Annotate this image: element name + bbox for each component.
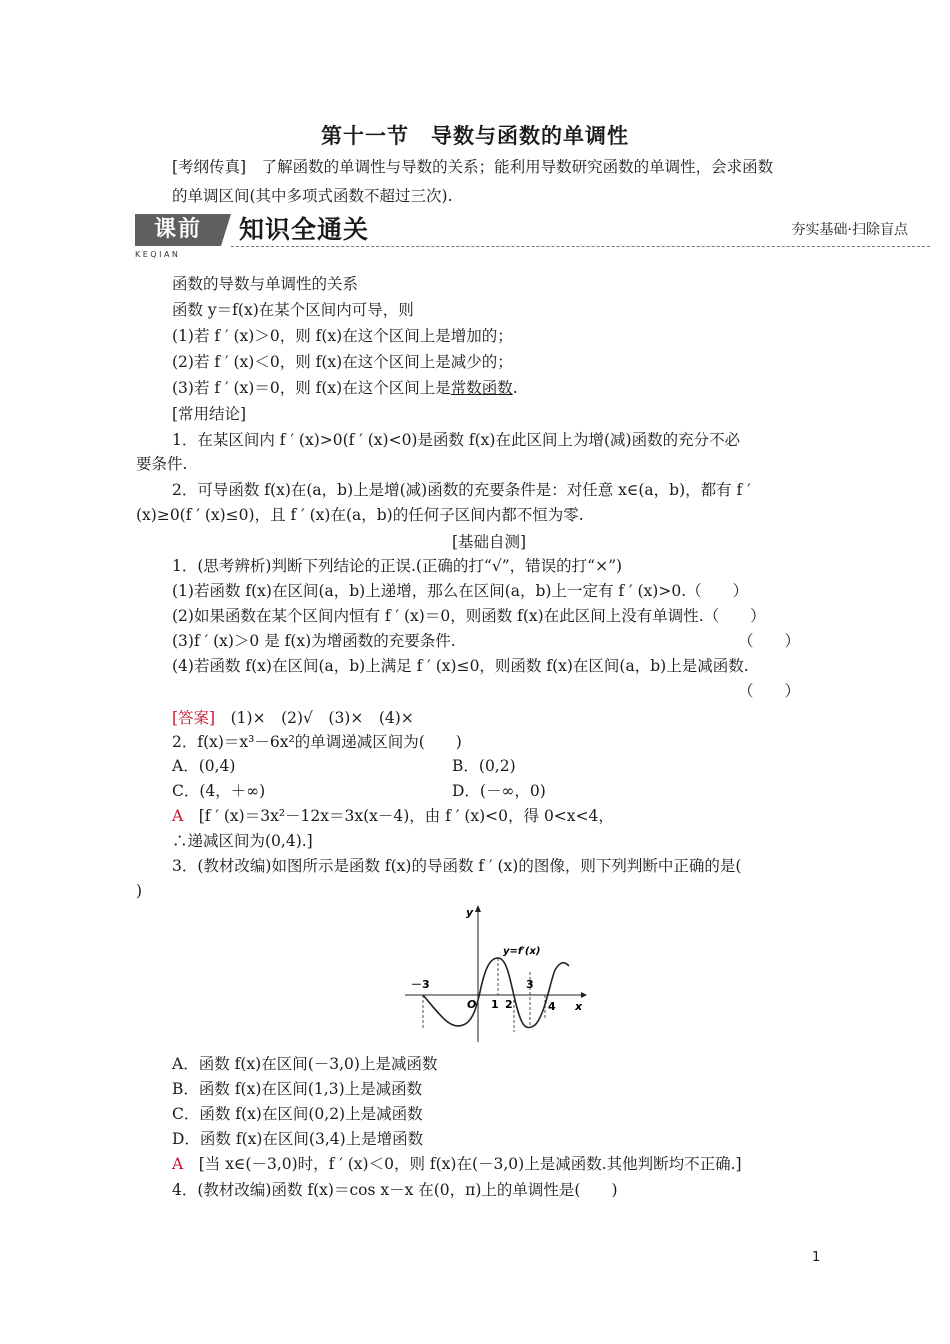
answer-label: [答案]: [172, 709, 216, 727]
q3-option-b: B．函数 f(x)在区间(1,3)上是减函数: [172, 1080, 423, 1098]
q1-answer: [172, 708, 414, 728]
conclusion-2-line-1: 2．可导函数 f(x)在(a，b)上是增(减)函数的充要条件是：对任意 x∈(a，b)，都有 f ′: [172, 481, 751, 499]
banner-title: 知识全通关: [239, 215, 370, 244]
q3-option-a: A．函数 f(x)在区间(－3,0)上是减函数: [172, 1055, 438, 1073]
item3-underlined-answer: 常数函数: [450, 379, 513, 397]
banner-dashed-line: [231, 246, 930, 247]
knowledge-item-2: (2)若 f ′ (x)＜0，则 f(x)在这个区间上是减少的；: [172, 353, 513, 371]
q1-statement-2: (2)如果函数在某个区间内恒有 f ′ (x)＝0，则函数 f(x)在此区间上没有单调性.（ ）: [172, 607, 766, 625]
conclusion-2-line-2: (x)≥0(f ′ (x)≤0)，且 f ′ (x)在(a，b)的任何子区间内都不恒为零.: [136, 506, 584, 524]
x-axis-arrow: [581, 992, 587, 998]
tick-label-4: 4: [548, 1000, 556, 1013]
syllabus-line-1: [考纲传真] 了解函数的单调性与导数的关系；能利用导数研究函数的单调性，会求函数: [172, 158, 774, 176]
q2-solution-line-1: [172, 806, 614, 826]
curve-label: y=f′(x): [503, 946, 541, 957]
syllabus-line-2: 的单调区间(其中多项式函数不超过三次).: [172, 187, 453, 205]
q3-option-c: C．函数 f(x)在区间(0,2)上是减函数: [172, 1105, 423, 1123]
y-axis-label: y: [466, 906, 474, 919]
q1-statement-4: (4)若函数 f(x)在区间(a，b)上满足 f ′ (x)≤0，则函数 f(x)在区间(a，b)上是减函数.: [172, 657, 749, 675]
banner-pinyin: KEQIAN: [135, 250, 181, 259]
knowledge-item-3: [172, 378, 518, 398]
selftest-heading: [基础自测]: [452, 533, 527, 551]
derivative-curve: [423, 958, 569, 1028]
conclusion-1-line-2: 要条件.: [136, 455, 188, 473]
q2-stem: 2．f(x)＝x³－6x²的单调递减区间为( ): [172, 733, 462, 751]
q1-stem: 1．(思考辨析)判断下列结论的正误.(正确的打“√”，错误的打“×”): [172, 557, 623, 575]
item3-suffix: .: [512, 379, 518, 397]
section-title: 第十一节 导数与函数的单调性: [321, 124, 629, 148]
q2-option-d: D．(－∞，0): [452, 782, 546, 800]
conclusion-1-line-1: 1．在某区间内 f ′ (x)>0(f ′ (x)<0)是函数 f(x)在此区间上为增(减)函数的充分不必: [172, 431, 741, 449]
q1-statement-3-paren: （ ）: [738, 632, 801, 650]
tick-label-origin: O: [467, 998, 477, 1011]
q3-solution-letter: A: [172, 1155, 184, 1173]
x-axis-label: x: [575, 1000, 583, 1013]
answer-text: (1)× (2)√ (3)× (4)×: [230, 709, 414, 727]
knowledge-item-1: (1)若 f ′ (x)＞0，则 f(x)在这个区间上是增加的；: [172, 327, 513, 345]
tick-label-1: 1: [491, 998, 499, 1011]
q2-option-a: A．(0,4): [172, 757, 236, 775]
q3-solution: [172, 1154, 742, 1174]
q2-solution-line-2: ∴递减区间为(0,4).]: [172, 832, 313, 850]
knowledge-intro: 函数 y＝f(x)在某个区间内可导，则: [172, 301, 414, 319]
q1-statement-1: (1)若函数 f(x)在区间(a，b)上递增，那么在区间(a，b)上一定有 f ′ (x)>0.（ ）: [172, 582, 749, 600]
y-axis-arrow: [475, 905, 481, 912]
tick-label-2: 2: [505, 998, 513, 1011]
tick-label-3: 3: [526, 978, 534, 991]
banner-slogan: 夯实基础·扫除盲点: [791, 222, 908, 238]
q3-solution-text: [当 x∈(－3,0)时，f ′ (x)＜0，则 f(x)在(－3,0)上是减函数.其他判断均不正确.]: [198, 1155, 742, 1173]
knowledge-heading: 函数的导数与单调性的关系: [172, 275, 359, 293]
banner-box-label: 课前: [135, 214, 221, 246]
item3-prefix: (3)若 f ′ (x)＝0，则 f(x)在这个区间上是: [172, 379, 451, 397]
q2-option-c: C．(4，＋∞): [172, 782, 266, 800]
q1-statement-4-paren: （ ）: [738, 682, 801, 700]
q3-stem-line-1: 3．(教材改编)如图所示是函数 f(x)的导函数 f ′ (x)的图像，则下列判断中正确的是(: [172, 857, 742, 875]
section-banner: [135, 214, 930, 260]
conclusions-heading: [常用结论]: [172, 405, 247, 423]
q3-option-d: D．函数 f(x)在区间(3,4)上是增函数: [172, 1130, 424, 1148]
derivative-graph: [395, 900, 590, 1045]
tick-label-neg3: －3: [411, 978, 430, 991]
q2-solution-letter: A: [172, 807, 184, 825]
q2-solution-text: [f ′ (x)＝3x²－12x＝3x(x－4)，由 f ′ (x)<0，得 0<x<4，: [198, 807, 614, 825]
q2-option-b: B．(0,2): [452, 757, 516, 775]
q1-statement-3: (3)f ′ (x)＞0 是 f(x)为增函数的充要条件.: [172, 632, 456, 650]
page-number: 1: [812, 1250, 821, 1265]
banner-box-tail: [221, 214, 231, 246]
q3-stem-line-2: ): [136, 882, 143, 900]
q4-stem: 4．(教材改编)函数 f(x)＝cos x－x 在(0，π)上的单调性是( ): [172, 1181, 618, 1199]
